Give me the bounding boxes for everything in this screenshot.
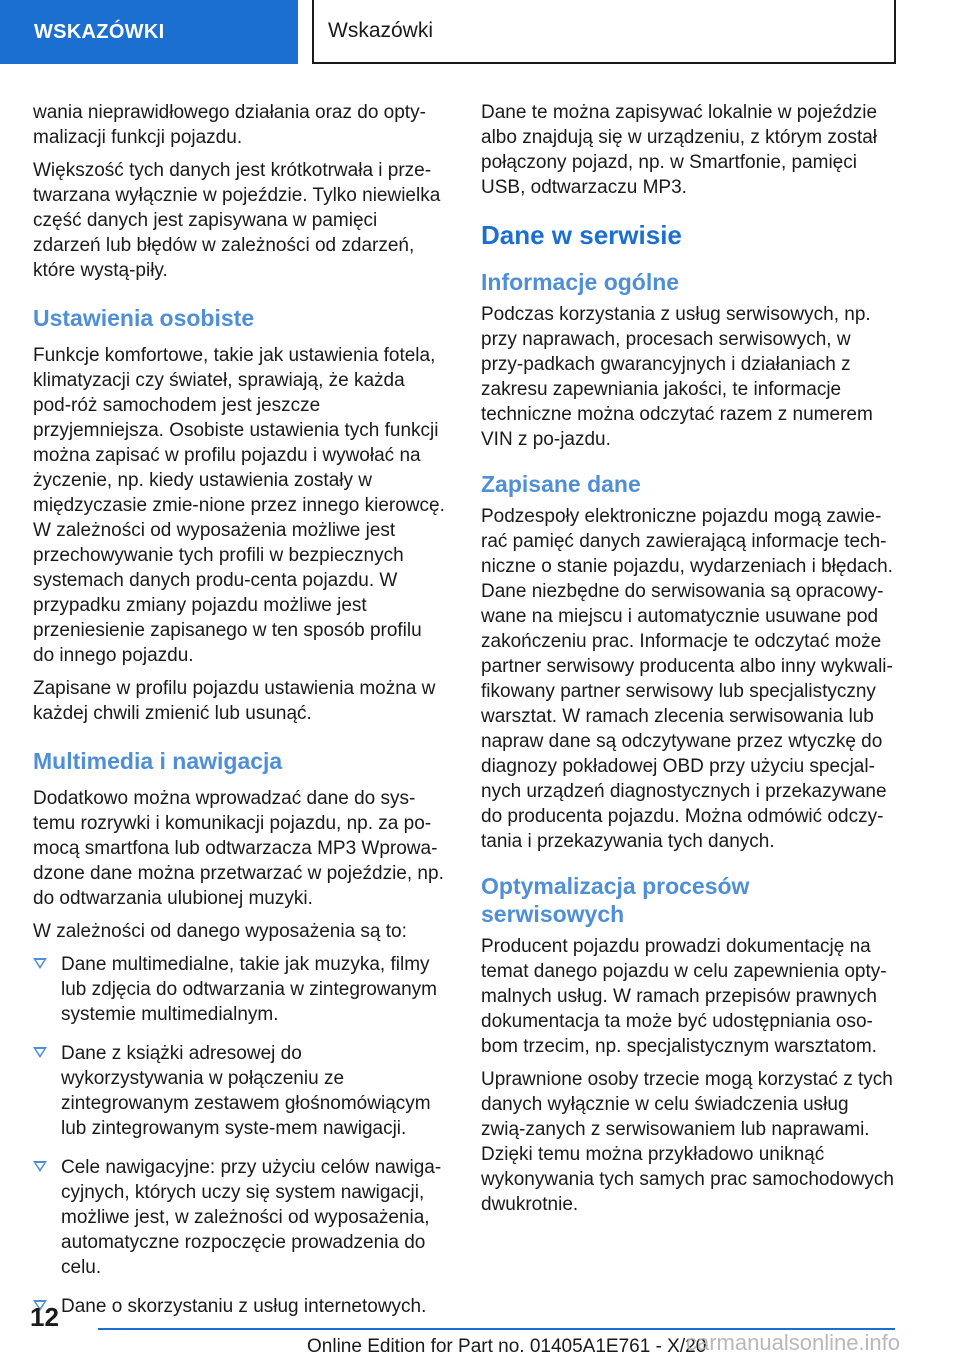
list-item bbox=[33, 1294, 447, 1319]
heading-general-info: Informacje ogólne bbox=[481, 269, 680, 295]
left-column bbox=[33, 100, 447, 1333]
edition-note: Online Edition for Part no. 01405A1E761 - X/20 bbox=[307, 1336, 707, 1357]
bullet-list bbox=[33, 952, 447, 1319]
paragraph: Producent pojazdu prowadzi dokumentację na temat danego pojazdu w celu zapewnienia opty-malnych usług. W ramach przepisów prawnych dokumentacja ta może być udostępniania oso-bom trzecim, np. specjalistycznym warsztatom. bbox=[481, 936, 887, 1057]
right-column bbox=[481, 100, 895, 1225]
triangle-bullet-icon bbox=[33, 958, 47, 969]
watermark: carmanualsonline.info bbox=[686, 1330, 901, 1355]
heading-multimedia: Multimedia i nawigacja bbox=[33, 748, 283, 774]
heading-service-data: Dane w serwisie bbox=[481, 220, 682, 250]
paragraph: Większość tych danych jest krótkotrwała i prze-twarzana wyłącznie w pojeździe. Tylko niewielka część danych jest zapisywana w pamięci zdarzeń lub błędów w zależności od zdarzeń, które wystą-piły. bbox=[33, 160, 441, 281]
list-item bbox=[33, 1155, 447, 1280]
triangle-bullet-icon bbox=[33, 1161, 47, 1172]
list-item bbox=[33, 1041, 447, 1141]
page-title: Wskazówki bbox=[312, 0, 896, 64]
paragraph: Funkcje komfortowe, takie jak ustawienia fotela, klimatyzacji czy świateł, sprawiają, że każda pod-róż samochodem jest jeszcze przyjemniejsza. Osobiste ustawienia tych funkcji można zapisać w profilu pojazdu i wywołać na życzenie, np. kiedy ustawienia zostały w międzyczasie zmie-nione przez innego kierowcę. W zależności od wyposażenia możliwe jest przechowywanie tych profili w bezpiecznych systemach danych produ-centa pojazdu. W przypadku zmiany pojazdu możliwe jest przeniesienie zapisanego w ten sposób profilu do innego pojazdu. bbox=[33, 345, 445, 666]
section-tab: WSKAZÓWKI bbox=[0, 0, 298, 64]
heading-process-optimization: Optymalizacja procesów serwisowych bbox=[481, 873, 750, 927]
paragraph: Dodatkowo można wprowadzać dane do sys-temu rozrywki i komunikacji pojazdu, np. za po-mocą smartfona lub odtwarzacza MP3 Wprowa-dzone dane można przetwarzać w pojeździe, np. do odtwarzania ulubionej muzyki. bbox=[33, 788, 444, 909]
list-item-text: Cele nawigacyjne: przy użyciu celów nawiga-cyjnych, których uczy się system nawigacji, możliwe jest, w zależności od wyposażenia, automatyczne rozpoczęcie prowadzenia do celu. bbox=[61, 1157, 442, 1278]
list-item-text: Dane multimedialne, takie jak muzyka, filmy lub zdjęcia do odtwarzania w zintegrowanym systemie multimedialnym. bbox=[61, 954, 437, 1025]
heading-saved-data: Zapisane dane bbox=[481, 471, 641, 497]
list-item-text: Dane z książki adresowej do wykorzystywania w połączeniu ze zintegrowanym zestawem głośnomówiącym lub zintegrowanym syste-mem nawigacji. bbox=[61, 1043, 431, 1139]
paragraph: Dane te można zapisywać lokalnie w pojeździe albo znajdują się w urządzeniu, z którym został połączony pojazd, np. w Smartfonie, pamięci USB, odtwarzaczu MP3. bbox=[481, 102, 878, 198]
triangle-bullet-icon bbox=[33, 1047, 47, 1058]
paragraph: Podczas korzystania z usług serwisowych, np. przy naprawach, procesach serwisowych, w przy-padkach gwarancyjnych i działaniach z zakresu zapewniania jakości, te informacje techniczne można odczytać razem z numerem VIN z po-jazdu. bbox=[481, 304, 873, 450]
page-number: 12 bbox=[30, 1302, 59, 1332]
paragraph: Uprawnione osoby trzecie mogą korzystać z tych danych wyłącznie w celu świadczenia usług zwią-zanych z serwisowaniem lub naprawami. Dzięki temu można przykładowo uniknąć wykonywania tych samych prac samochodowych dwukrotnie. bbox=[481, 1069, 894, 1215]
list-item-text: Dane o skorzystaniu z usług internetowych. bbox=[61, 1296, 427, 1317]
paragraph: W zależności od danego wyposażenia są to: bbox=[33, 921, 407, 942]
paragraph: Zapisane w profilu pojazdu ustawienia można w każdej chwili zmienić lub usunąć. bbox=[33, 678, 436, 724]
paragraph: wania nieprawidłowego działania oraz do opty-malizacji funkcji pojazdu. bbox=[33, 102, 426, 148]
heading-personal-settings: Ustawienia osobiste bbox=[33, 305, 255, 331]
paragraph: Podzespoły elektroniczne pojazdu mogą zawie-rać pamięć danych zawierającą informacje tech-niczne o stanie pojazdu, wydarzeniach i błędach. Dane niezbędne do serwisowania są opracowy-wane na miejscu i automatycznie usuwane pod zakończeniu prac. Informacje te odczytać może partner serwisowy producenta albo inny wykwali-fikowany partner serwisowy lub specjalistyczny warsztat. W ramach zlecenia serwisowania lub napraw dane są odczytywane przez wtyczkę do diagnozy pokładowej OBD przy użyciu specjal-nych urządzeń diagnostycznych i przekazywane do producenta pojazdu. Można odmówić odczy-tania i przekazywania tych danych. bbox=[481, 506, 893, 852]
list-item bbox=[33, 952, 447, 1027]
